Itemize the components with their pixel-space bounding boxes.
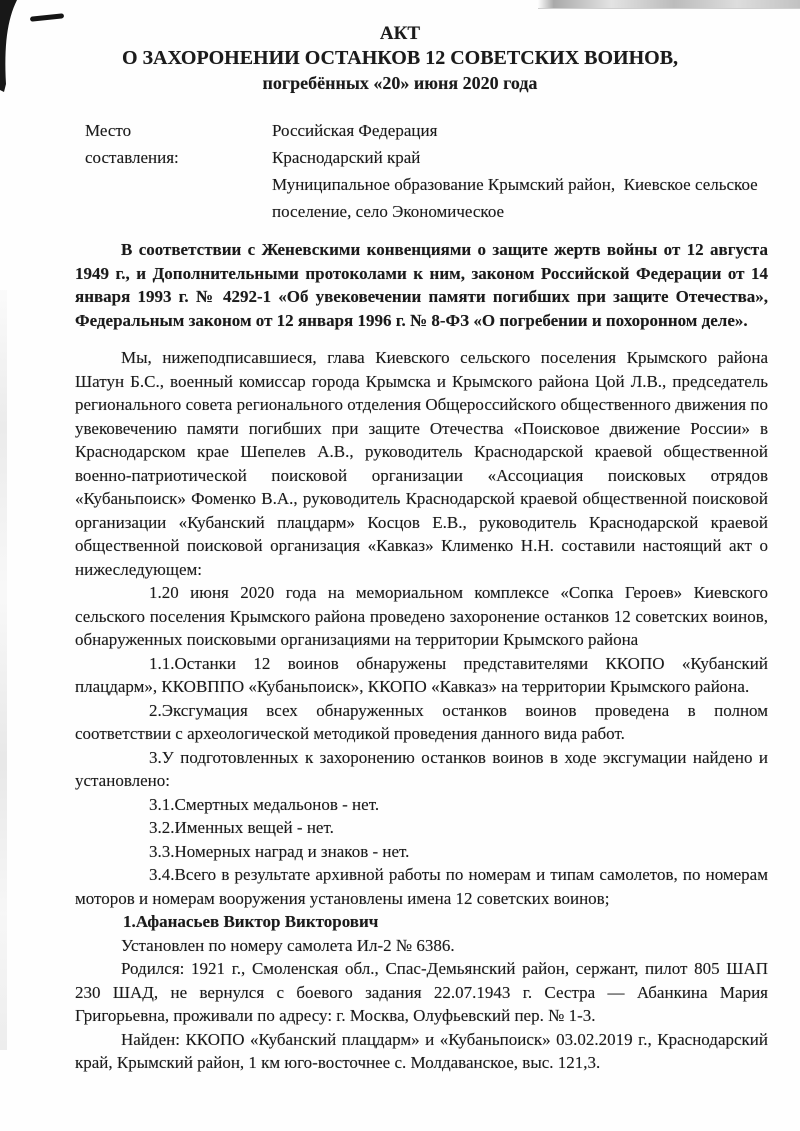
act-item-3-1 [75, 793, 768, 817]
item-text: Останки 12 воинов обнаружены представителями ККОПО «Кубанский плацдарм», ККОВППО «Кубаньпоиск», ККОПО «Кавказ» на территории Крымского района. [75, 653, 768, 696]
act-item-1-1 [75, 652, 768, 699]
act-item-3-2 [75, 816, 768, 840]
item-text: Эксгумация всех обнаруженных останков воинов проведена в полном соответствии с археологической методикой проведения данного вида работ. [75, 700, 768, 743]
item-number: 3.1. [149, 794, 175, 814]
act-item-2 [75, 699, 768, 746]
item-text: У подготовленных к захоронению останков воинов в ходе эксгумации найдено и установлено: [75, 747, 768, 790]
act-item-3-4 [75, 863, 768, 910]
soldier-1-heading [75, 910, 768, 934]
place-label [85, 117, 272, 225]
item-text: Смертных медальонов - нет. [174, 794, 380, 814]
title-act-word: АКТ [379, 23, 421, 44]
act-item-1 [75, 581, 768, 652]
item-text: Всего в результате архивной работы по номерам и типам самолетов, по номерам моторов и номерам вооружения установлены имена 12 советских воинов; [75, 865, 768, 908]
place-value-municipality: Муниципальное образование Крымский район, Киевское сельское поселение, село Экономическое [272, 175, 758, 221]
document-body [75, 117, 768, 1075]
soldier-name: Афанасьев Виктор Викторович [135, 912, 379, 931]
item-text: Именных вещей - нет. [174, 818, 334, 837]
place-of-drafting-block [85, 117, 768, 225]
scan-artifact-top-edge [538, 0, 800, 9]
place-value-region: Краснодарский край [272, 148, 421, 167]
soldier-1-biography: Родился: 1921 г., Смоленская обл., Спас-Демьянский район, сержант, пилот 805 ШАП 230 ШАД, не вернулся с боевого задания 22.07.1943 г. Сестра — Абанкина Мария Григорьевна, проживали по адресу: г. Москва, Олуфьевский пер. № 1-3. [75, 959, 768, 1025]
act-item-3 [75, 746, 768, 793]
scan-artifact-left-smudge [0, 290, 7, 1050]
item-number: 3.4. [149, 865, 175, 884]
soldier-number: 1. [123, 912, 136, 931]
title-burial-date: погребённых «20» июня 2020 года [262, 73, 538, 93]
item-text: Номерных наград и знаков - нет. [174, 841, 410, 861]
soldier-1-found-info: Найден: ККОПО «Кубанский плацдарм» и «Кубаньпоиск» 03.02.2019 г., Краснодарский край, Крымский район, 1 км юго-восточнее с. Молдаванское, выс. 121,3. [75, 1029, 768, 1072]
item-number: 1. [149, 583, 162, 602]
item-number: 3. [149, 747, 162, 767]
signatories-paragraph: Мы, нижеподписавшиеся, глава Киевского сельского поселения Крымского района Шатун Б.С., военный комиссар города Крымска и Крымского района Цой Л.В., председатель регионального совета регионального отделения Общероссийского общественного движения по увековечению памяти погибших при защите Отечества «Поисковое движение России» в Краснодарском крае Шепелев А.В., руководитель Краснодарской краевой общественной военно-патриотической поисковой организации «Ассоциация поисковых отрядов «Кубаньпоиск» Фоменко В.А., руководитель Краснодарской краевой общественной поисковой организации «Кубанский плацдарм» Косцов Е.В., руководитель Краснодарской краевой общественной поисковой организация «Кавказ» Клименко Н.Н. составили настоящий акт о нижеследующем: [75, 348, 768, 579]
item-number: 2. [149, 700, 162, 720]
place-value-country: Российская Федерация [272, 121, 438, 140]
place-label-line1: Место [85, 121, 132, 140]
item-text: 20 июня 2020 года на мемориальном комплексе «Сопка Героев» Киевского сельского поселения Крымского района проведено захоронение останков 12 советских воинов, обнаруженных поисковыми организациями на территории Крымского района [75, 583, 768, 649]
act-item-3-3 [75, 840, 768, 864]
item-number: 3.3. [149, 841, 175, 861]
soldier-1-identified-by: Установлен по номеру самолета Ил-2 № 6386. [121, 935, 455, 955]
document-title [0, 0, 800, 95]
place-label-line2: составления: [85, 148, 179, 167]
preamble-paragraph: В соответствии с Женевскими конвенциями о защите жертв войны от 12 августа 1949 г., и Дополнительными протоколами к ним, законом Российской Федерации от 14 января 1993 г. № 4292-1 «Об увековечении памяти погибших при защите Отечества», Федеральным законом от 12 января 1996 г. № 8-ФЗ «О погребении и похоронном деле». [75, 240, 768, 330]
title-main-line: О ЗАХОРОНЕНИИ ОСТАНКОВ 12 СОВЕТСКИХ ВОИНОВ, [121, 47, 679, 69]
place-values [272, 117, 768, 225]
item-number: 3.2. [149, 818, 175, 837]
item-number: 1.1. [149, 653, 175, 673]
scan-artifact-corner-mark [0, 0, 24, 99]
